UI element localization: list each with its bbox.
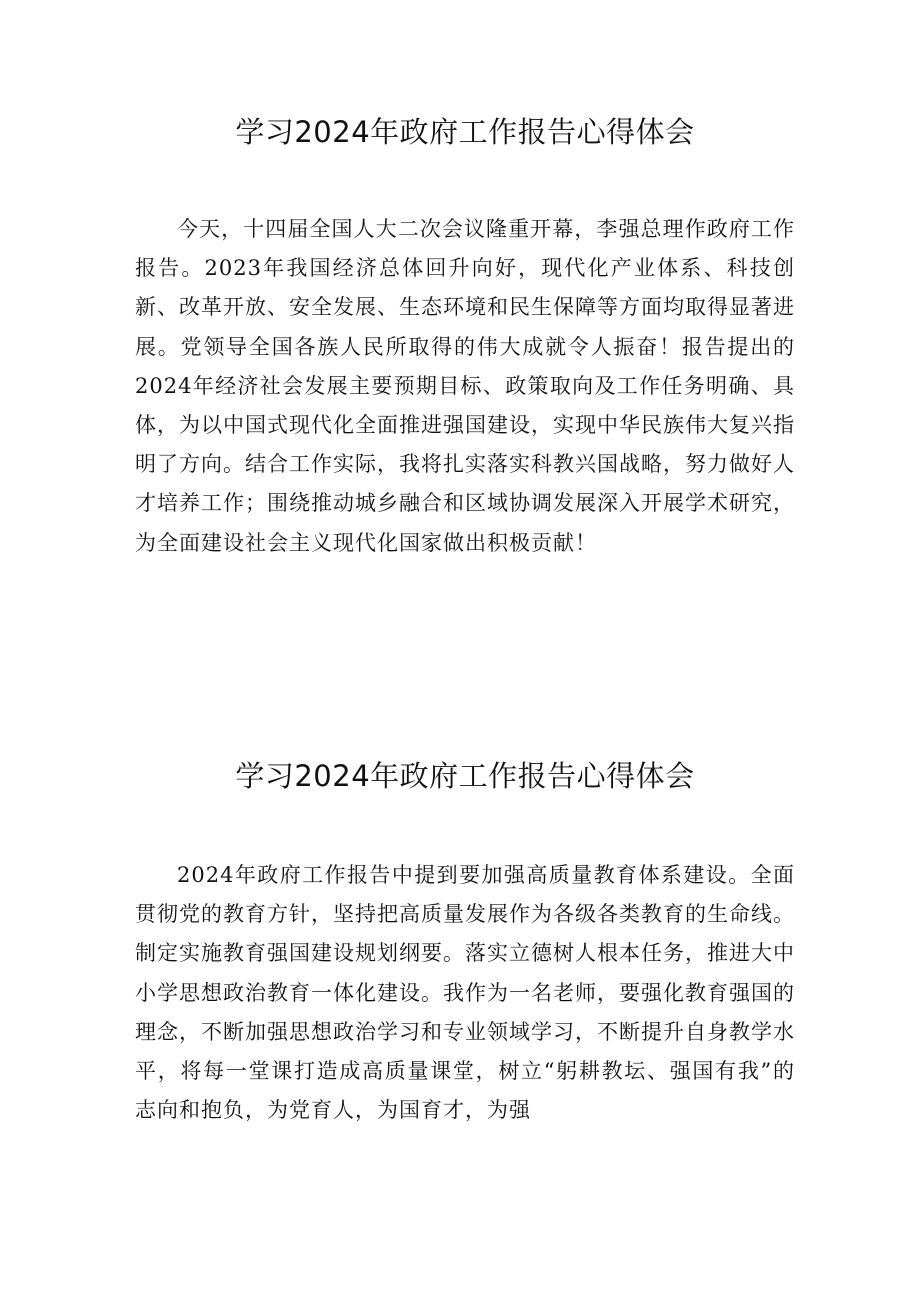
article-2 bbox=[135, 748, 795, 1130]
article-body: 今天，十四届全国人大二次会议隆重开幕，李强总理作政府工作报告。2023年我国经济总体回升向好，现代化产业体系、科技创新、改革开放、安全发展、生态环境和民生保障等方面均取得显著进展。党领导全国各族人民所取得的伟大成就令人振奋！报告提出的2024年经济社会发展主要预期目标、政策取向及工作任务明确、具体，为以中国式现代化全面推进强国建设，实现中华民族伟大复兴指明了方向。结合工作实际，我将扎实落实科教兴国战略，努力做好人才培养工作；围绕推动城乡融合和区域协调发展深入开展学术研究，为全面建设社会主义现代化国家做出积极贡献！ bbox=[135, 217, 795, 555]
article-title: 学习2024年政府工作报告心得体会 bbox=[235, 759, 695, 793]
article-1 bbox=[135, 104, 795, 563]
article-title: 学习2024年政府工作报告心得体会 bbox=[235, 115, 695, 149]
article-body: 2024年政府工作报告中提到要加强高质量教育体系建设。全面贯彻党的教育方针，坚持把高质量发展作为各级各类教育的生命线。制定实施教育强国建设规划纲要。落实立德树人根本任务，推进大中小学思想政治教育一体化建设。我作为一名老师，要强化教育强国的理念，不断加强思想政治学习和专业领域学习，不断提升自身教学水平，将每一堂课打造成高质量课堂，树立“躬耕教坛、强国有我”的志向和抱负，为党育人，为国育才，为强 bbox=[135, 863, 795, 1123]
